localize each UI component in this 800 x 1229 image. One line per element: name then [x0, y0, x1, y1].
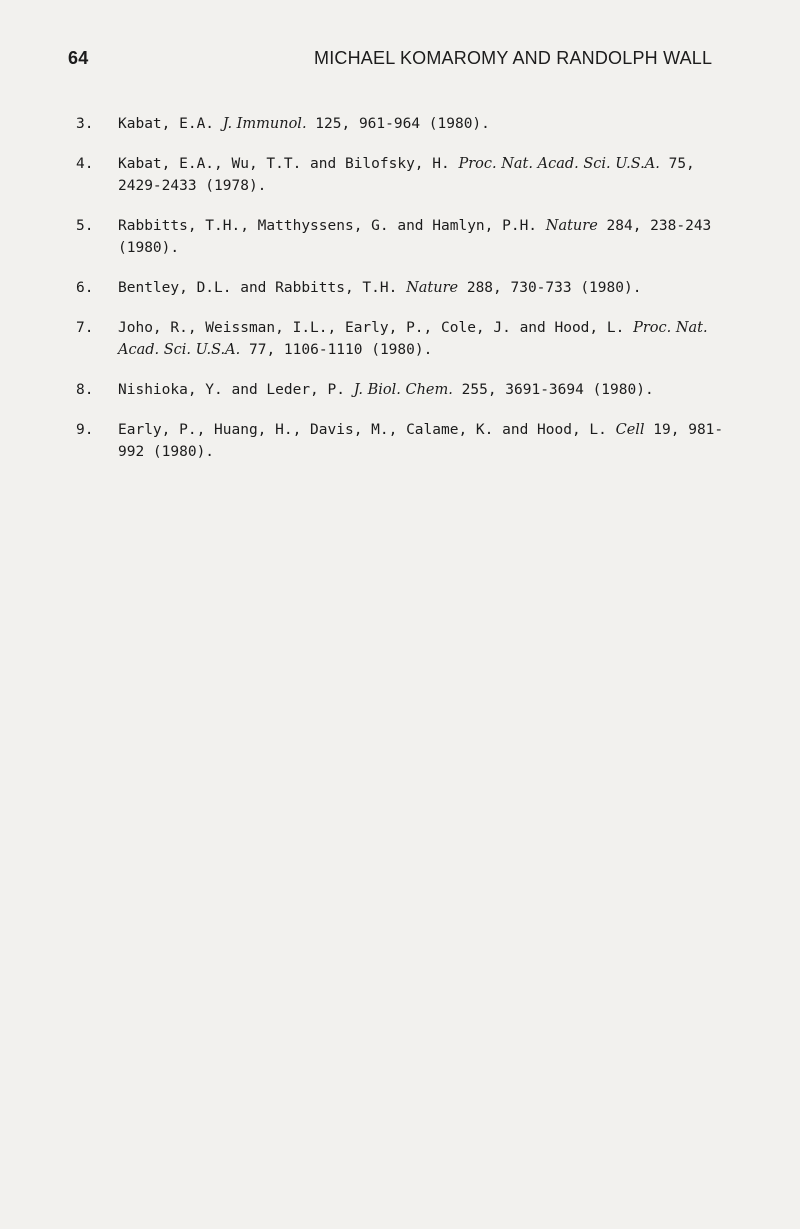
reference-authors: Early, P., Huang, H., Davis, M., Calame, K. and Hood, L. — [118, 422, 607, 438]
reference-authors: Kabat, E.A. — [118, 116, 215, 132]
reference-item — [76, 277, 736, 299]
reference-authors: Bentley, D.L. and Rabbitts, T.H. — [118, 280, 398, 296]
reference-number: 7. — [76, 320, 94, 336]
reference-number: 5. — [76, 218, 94, 234]
reference-number: 4. — [76, 156, 94, 172]
page-number: 64 — [68, 48, 89, 68]
reference-journal: Nature — [406, 280, 459, 296]
reference-text — [118, 113, 736, 135]
reference-text — [118, 379, 736, 401]
reference-item — [76, 379, 736, 401]
page-header — [68, 48, 748, 74]
running-title: MICHAEL KOMAROMY AND RANDOLPH WALL — [314, 48, 713, 68]
reference-details: 19, 981-992 (1980). — [118, 422, 724, 460]
reference-authors: Rabbitts, T.H., Matthyssens, G. and Hamlyn, P.H. — [118, 218, 538, 234]
reference-details: 77, 1106-1110 (1980). — [249, 342, 433, 358]
reference-details: 255, 3691-3694 (1980). — [461, 382, 654, 398]
reference-authors: Joho, R., Weissman, I.L., Early, P., Cole, J. and Hood, L. — [118, 320, 625, 336]
reference-details: 75, 2429-2433 (1978). — [118, 156, 695, 194]
reference-text — [118, 419, 736, 463]
reference-journal: Proc. Nat. Acad. Sci. U.S.A. — [458, 156, 660, 172]
reference-details: 284, 238-243 (1980). — [118, 218, 712, 256]
reference-journal: Cell — [615, 422, 645, 438]
reference-text — [118, 277, 736, 299]
reference-text — [118, 215, 736, 259]
reference-number: 6. — [76, 280, 94, 296]
reference-number: 8. — [76, 382, 94, 398]
reference-details: 125, 961-964 (1980). — [315, 116, 490, 132]
reference-item — [76, 317, 736, 361]
reference-item — [76, 419, 736, 463]
reference-journal: J. Immunol. — [222, 116, 307, 132]
reference-authors: Nishioka, Y. and Leder, P. — [118, 382, 345, 398]
reference-item — [76, 215, 736, 259]
reference-authors: Kabat, E.A., Wu, T.T. and Bilofsky, H. — [118, 156, 450, 172]
reference-journal: Nature — [545, 218, 598, 234]
reference-text — [118, 317, 736, 361]
reference-item — [76, 113, 736, 135]
reference-number: 3. — [76, 116, 94, 132]
reference-text — [118, 153, 736, 197]
reference-journal: J. Biol. Chem. — [353, 382, 453, 398]
reference-journal: Proc. Nat. Acad. Sci. U.S.A. — [118, 320, 708, 358]
reference-number: 9. — [76, 422, 94, 438]
reference-list — [76, 113, 736, 481]
reference-details: 288, 730-733 (1980). — [466, 280, 642, 296]
reference-item — [76, 153, 736, 197]
